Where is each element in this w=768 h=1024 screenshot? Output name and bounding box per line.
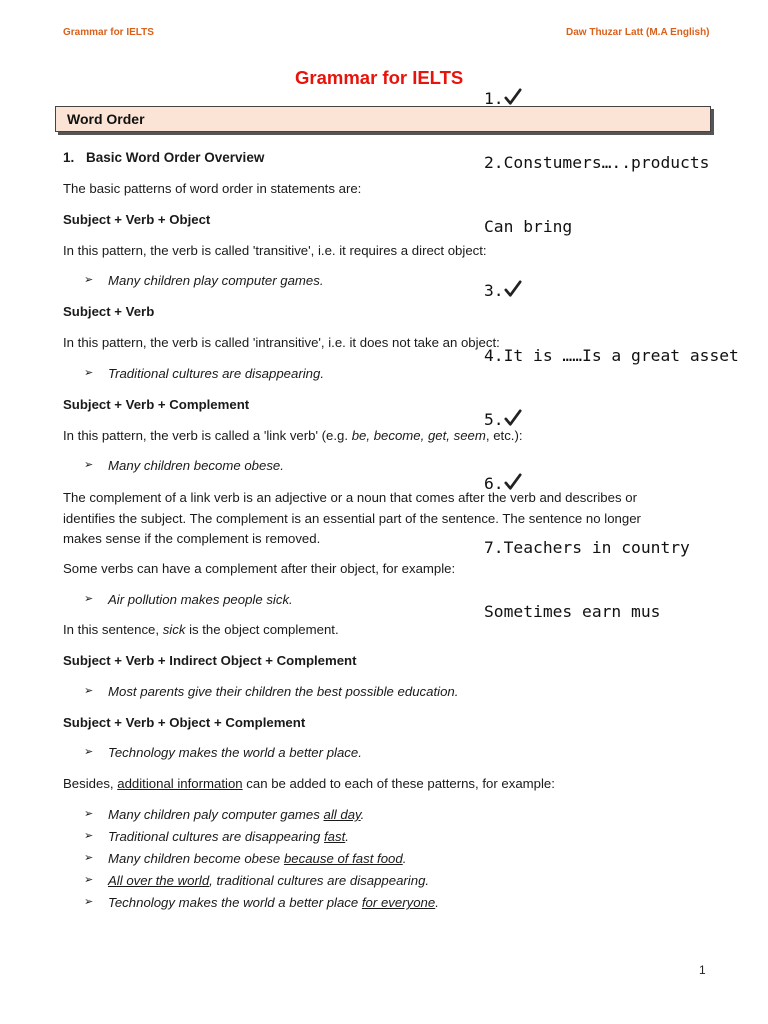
- note-text: Can bring: [484, 217, 573, 237]
- checkmark-icon: [504, 280, 522, 298]
- arrow-bullet-icon: ➢: [84, 852, 94, 864]
- intro-text: The basic patterns of word order in statements are:: [63, 181, 362, 196]
- text-run: Many children paly computer games: [108, 807, 324, 822]
- text-run: .: [435, 895, 439, 910]
- arrow-bullet-icon: ➢: [84, 830, 94, 842]
- paragraph-line: identifies the subject. The complement is an essential part of the sentence. The sentence no longer: [63, 510, 641, 526]
- besides-text: [63, 776, 703, 791]
- note-text: 7.Teachers in country: [484, 538, 690, 558]
- arrow-bullet-icon: ➢: [84, 593, 94, 605]
- note-text: 5.: [484, 409, 504, 429]
- paragraph-line: The complement of a link verb is an adjective or a noun that comes after the verb and describes or: [63, 490, 637, 505]
- text-run: In this pattern, the verb is called a 'link verb' (e.g.: [63, 428, 352, 443]
- text-run: is the object complement.: [185, 622, 339, 637]
- example-text: [108, 829, 349, 844]
- text-run-underlined: for everyone: [361, 895, 436, 910]
- checkmark-icon: [504, 88, 522, 106]
- object-complement-intro: Some verbs can have a complement after their object, for example:: [63, 561, 456, 576]
- note-line: [484, 280, 768, 301]
- arrow-bullet-icon: ➢: [84, 459, 94, 471]
- complement-paragraph: [63, 488, 703, 550]
- pattern-heading: Subject + Verb + Indirect Object + Complement: [63, 653, 357, 668]
- text-run: .: [402, 851, 407, 866]
- pattern-heading: Subject + Verb + Complement: [63, 397, 250, 412]
- arrow-bullet-icon: ➢: [84, 367, 94, 379]
- example-text: Most parents give their children the best possible education.: [108, 684, 459, 699]
- pattern-heading: Subject + Verb + Object: [63, 212, 211, 227]
- note-line: [484, 152, 768, 173]
- text-run-underlined: additional information: [117, 776, 243, 791]
- section-heading: Word Order: [67, 111, 145, 127]
- text-run-underlined: all day: [323, 807, 361, 822]
- pattern-heading: Subject + Verb + Object + Complement: [63, 715, 306, 730]
- note-text: 6.: [484, 474, 504, 494]
- page-number: 1: [699, 963, 706, 977]
- header-left: Grammar for IELTS: [63, 27, 154, 38]
- text-run-underlined: because of fast food: [283, 851, 403, 866]
- text-run: .: [345, 829, 349, 844]
- subsection-title: Basic Word Order Overview: [86, 150, 265, 165]
- note-text: 2.Constumers…..products: [484, 153, 710, 173]
- arrow-bullet-icon: ➢: [84, 685, 94, 697]
- arrow-bullet-icon: ➢: [84, 874, 94, 886]
- page-title: Grammar for IELTS: [295, 67, 464, 88]
- example-text: [108, 895, 439, 910]
- arrow-bullet-icon: ➢: [84, 746, 94, 758]
- note-text: Sometimes earn mus: [484, 602, 661, 622]
- text-run: In this sentence,: [63, 622, 163, 637]
- example-text: [108, 807, 364, 822]
- text-run-underlined: fast: [324, 829, 346, 844]
- note-text: 1.: [484, 88, 504, 108]
- pattern-heading: Subject + Verb: [63, 304, 155, 319]
- object-complement-note: [63, 622, 703, 637]
- note-line: [484, 88, 768, 109]
- text-run: , traditional cultures are disappearing.: [209, 873, 430, 888]
- example-text: Technology makes the world a better place.: [108, 745, 362, 760]
- pattern-description: In this pattern, the verb is called 'transitive', i.e. it requires a direct object:: [63, 243, 487, 258]
- example-text: Traditional cultures are disappearing.: [108, 366, 325, 381]
- example-text: [108, 851, 406, 866]
- text-run-underlined: All over the world: [108, 873, 210, 888]
- example-text: Many children play computer games.: [108, 273, 324, 288]
- text-run: , etc.):: [485, 428, 523, 443]
- example-text: Many children become obese.: [108, 458, 284, 473]
- example-text: Air pollution makes people sick.: [108, 592, 293, 607]
- paragraph-line: makes sense if the complement is removed.: [63, 531, 321, 546]
- example-text: [108, 873, 429, 888]
- text-run: Traditional cultures are disappearing: [108, 829, 325, 844]
- arrow-bullet-icon: ➢: [84, 896, 94, 908]
- header-right: Daw Thuzar Latt (M.A English): [566, 27, 710, 38]
- note-text: 4.It is ……Is a great asset: [484, 345, 739, 365]
- arrow-bullet-icon: ➢: [84, 808, 94, 820]
- text-run: Technology makes the world a better place: [108, 895, 362, 910]
- note-text: 3.: [484, 281, 504, 301]
- text-run: Many children become obese: [108, 851, 284, 866]
- text-run: can be added to each of these patterns, for example:: [242, 776, 555, 791]
- text-run: .: [360, 807, 365, 822]
- arrow-bullet-icon: ➢: [84, 274, 94, 286]
- subsection-number: 1.: [63, 150, 75, 165]
- text-run-italic: be, become, get, seem: [351, 428, 486, 443]
- pattern-description: In this pattern, the verb is called 'intransitive', i.e. it does not take an object:: [63, 335, 500, 350]
- text-run: Besides,: [63, 776, 118, 791]
- pattern-description: [63, 428, 703, 443]
- note-line: [484, 409, 768, 430]
- note-line: [484, 601, 768, 622]
- text-run-italic: sick: [162, 622, 186, 637]
